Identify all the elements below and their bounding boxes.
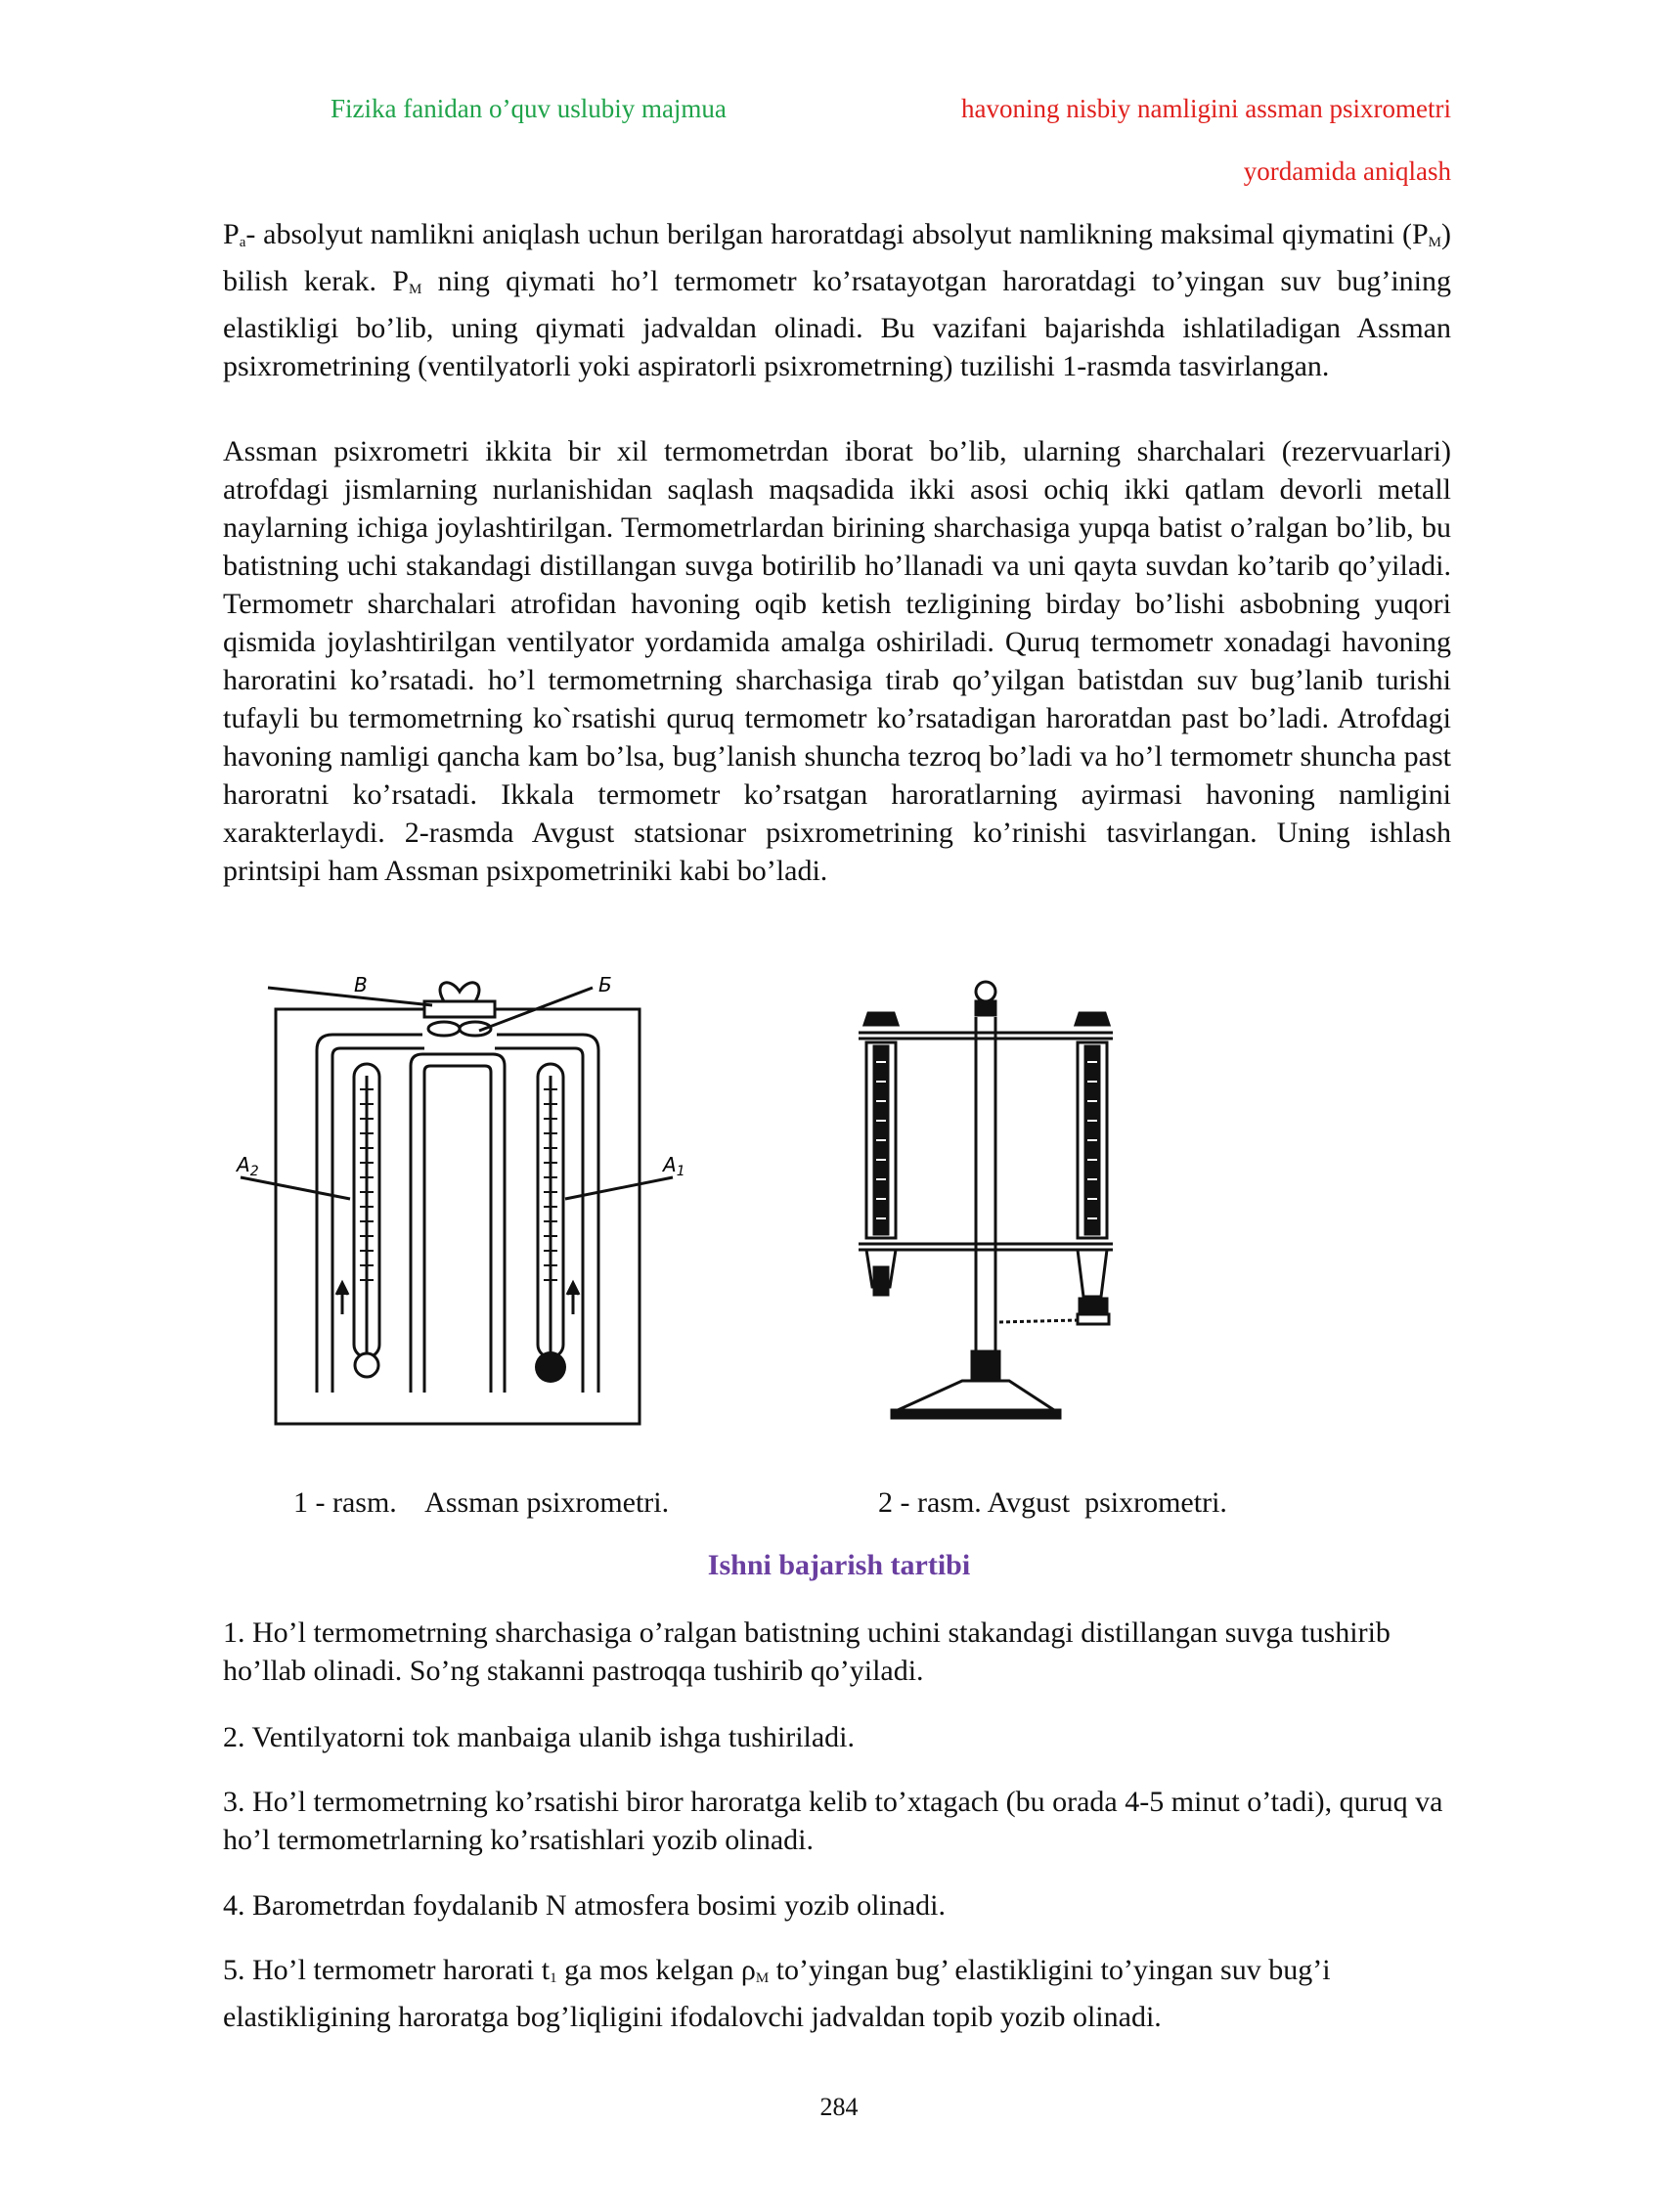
procedure-step-5: 5. Ho’l termometr harorati $t_1$ ga mos kelgan $\rho_M$ to’yingan bug’ elastikligini to’yingan suv bug’i elastikligining haroratga bog’liqligini ifodalovchi jadvaldan topib yozib olinadi. xyxy=(223,1954,1331,2033)
label-b-top-left: B xyxy=(354,973,368,996)
header-right-title-line1: havoning nisbiy namligini assman psixrometri xyxy=(961,94,1451,123)
label-b-top-right: Б xyxy=(598,973,612,996)
august-psychrometer-figure xyxy=(839,974,1162,1463)
page-number: 284 xyxy=(819,2093,859,2121)
procedure-step-3: 3. Ho’l termometrning ko’rsatishi biror haroratga kelib to’xtagach (bu orada 4-5 minut o’tadi), quruq va ho’l termometrlarning ko’rsatishlari yozib olinadi. xyxy=(223,1786,1443,1856)
section-title: Ishni bajarish tartibi xyxy=(707,1549,971,1581)
figure-1-caption: 1 - rasm. Assman psixrometri. xyxy=(293,1486,670,1519)
dry-bulb xyxy=(355,1353,378,1377)
header-right-title-line2: yordamida aniqlash xyxy=(1243,156,1451,186)
paragraph-2: Assman psixrometri ikkita bir xil termometrdan iborat bo’lib, ularning sharchalari (rezervuarlari) atrofdagi jismlarning nurlanishidan saqlash maqsadida ikki asosi ochiq ikki qatlam devorli metall naylarning ichiga joylashtirilgan. Termometrlardan birining sharchasiga yupqa batist o’ralgan bo’lib, bu batistning uchi stakandagi distillangan suvga botirilib ho’llanadi va uni qayta suvdan ko’tarib qo’yiladi. Termometr sharchalari atrofidan havoning oqib ketish tezligining birday bo’lishi asbobning yuqori qismida joylashtirilgan ventilyator yordamida amalga oshiriladi. Quruq termometr xonadagi havoning haroratini ko’rsatadi. ho’l termometrning sharchasiga tirab qo’yilgan batistdan suv bug’lanib turishi tufayli bu termometrning ko`rsatishi quruq termometr ko’rsatadigan haroratdan past bo’ladi. Atrofdagi havoning namligi qancha kam bo’lsa, bug’lanish shuncha tezroq bo’ladi va ho’l termometr shuncha past haroratni ko’rsatadi. Ikkala termometr ko’rsatgan haroratlarning ayirmasi havoning namligini xarakterlaydi. 2-rasmda Avgust statsionar psixrometrining ko’rinishi tasvirlangan. Uning ishlash printsipi ham Assman psixpometriniki kabi bo’ladi. xyxy=(223,435,1451,887)
procedure-step-1: 1. Ho’l termometrning sharchasiga o’ralgan batistning uchini stakandagi distillangan suvga tushirib ho’llab olinadi. So’ng stakanni pastroqqa tushirib qo’yiladi. xyxy=(223,1616,1391,1687)
label-a1: $A_1$ xyxy=(663,1153,685,1179)
paragraph-1: $P_a-$ absolyut namlikni aniqlash uchun berilgan haroratdagi absolyut namlikning maksimal qiymatini $(P_M)$ bilish kerak. $P_M$ ning qiymati ho’l termometr ko’rsatayotgan haroratdagi to’yingan suv bug’ining elastikligi bo’lib, uning qiymati jadvaldan olinadi. Bu vazifani bajarishda ishlatiladigan Assman psixrometrining (ventilyatorli yoki aspiratorli psixrometrning) tuzilishi 1-rasmda tasvirlangan. xyxy=(223,218,1451,382)
figure-2-caption: 2 - rasm. Avgust psixrometri. xyxy=(878,1486,1227,1519)
procedure-step-4: 4. Barometrdan foydalanib N atmosfera bosimi yozib olinadi. xyxy=(223,1889,946,1922)
header-left-title: Fizika fanidan o’quv uslubiy majmua xyxy=(331,94,727,123)
wet-bulb xyxy=(535,1351,566,1383)
assman-psychrometer-figure xyxy=(223,962,683,1441)
label-a2: $A_2$ xyxy=(237,1153,259,1179)
procedure-step-2: 2. Ventilyatorni tok manbaiga ulanib ishga tushiriladi. xyxy=(223,1721,856,1753)
